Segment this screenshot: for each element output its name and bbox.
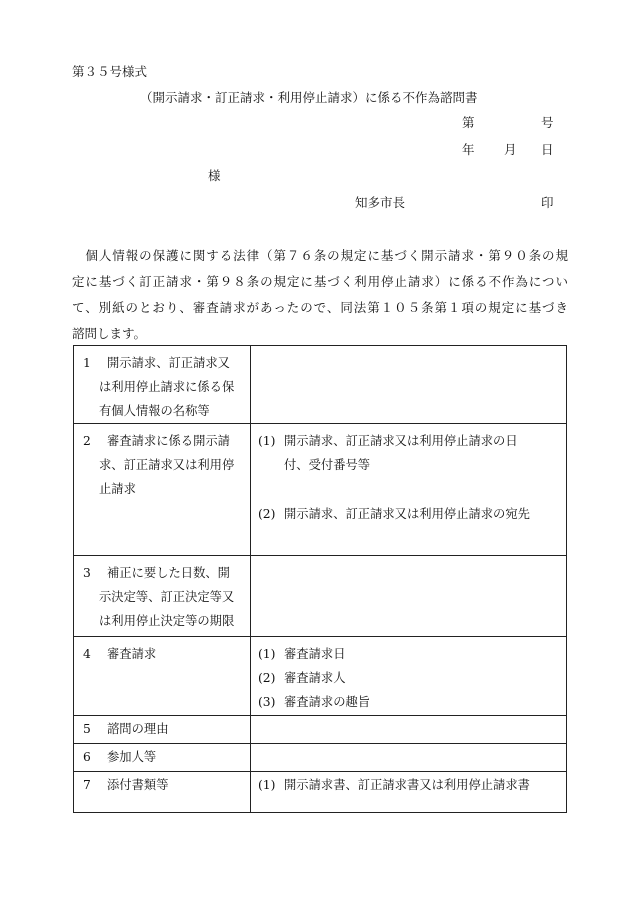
sender-name: 知多市長 — [355, 195, 406, 210]
row-label: 有個人情報の名称等 — [99, 404, 210, 418]
row-label: は利用停止請求に係る保 — [99, 380, 235, 394]
inquiry-details-table — [73, 345, 567, 813]
row-label-cell — [74, 346, 251, 424]
row-value-cell[interactable] — [251, 744, 567, 772]
row-label: 補正に要した日数、開 — [107, 566, 230, 580]
row-value-cell[interactable] — [251, 716, 567, 744]
body-line: 定に基づく訂正請求・第９８条の規定に基づく利用停止請求）に係る不作為につい — [72, 274, 568, 289]
body-paragraph — [72, 243, 568, 347]
row-value-cell[interactable] — [251, 556, 567, 637]
body-line: て、別紙のとおり、審査請求があったので、同法第１０５条第１項の規定に基づき — [72, 300, 568, 315]
table-row — [74, 424, 567, 556]
row-label: 参加人等 — [107, 750, 157, 764]
row-value-cell[interactable] — [251, 772, 567, 813]
document-title: （開示請求・訂正請求・利用停止請求）に係る不作為諮問書 — [140, 90, 478, 105]
table-row — [74, 346, 567, 424]
table-row — [74, 772, 567, 813]
row-label: 示決定等、訂正決定等又 — [99, 590, 235, 604]
row-label-cell — [74, 772, 251, 813]
row-label-cell — [74, 744, 251, 772]
table-row — [74, 556, 567, 637]
row-number: 1 — [83, 356, 91, 370]
table-row — [74, 716, 567, 744]
row-label: 審査請求に係る開示請 — [107, 434, 230, 448]
item-text: 開示請求書、訂正請求書又は利用停止請求書 — [284, 778, 530, 792]
date-day-label: 日 — [541, 142, 554, 157]
row-number: 2 — [83, 434, 91, 448]
doc-number-prefix: 第 — [462, 115, 475, 130]
item-number: (1) — [258, 647, 276, 661]
form-number: 第３５号様式 — [72, 64, 148, 79]
row-label-cell — [74, 716, 251, 744]
row-label-cell — [74, 424, 251, 556]
row-label: 求、訂正請求又は利用停 — [99, 458, 235, 472]
doc-number-suffix: 号 — [541, 115, 554, 130]
row-label: 諮問の理由 — [107, 722, 169, 736]
row-number: 5 — [83, 722, 91, 736]
date-year-label: 年 — [462, 142, 475, 157]
row-number: 6 — [83, 750, 91, 764]
row-label-cell — [74, 556, 251, 637]
item-number: (2) — [258, 671, 276, 685]
body-line: 諮問します。 — [72, 326, 147, 341]
row-value-cell[interactable] — [251, 424, 567, 556]
addressee-honorific: 様 — [208, 168, 221, 183]
row-label: 開示請求、訂正請求又 — [107, 356, 230, 370]
item-number: (3) — [258, 695, 276, 709]
table-row — [74, 637, 567, 716]
row-number: 3 — [83, 566, 91, 580]
row-label: は利用停止決定等の期限 — [99, 614, 235, 628]
row-label: 添付書類等 — [107, 778, 169, 792]
item-text: 審査請求の趣旨 — [284, 695, 371, 709]
item-text: 開示請求、訂正請求又は利用停止請求の日 — [284, 434, 518, 448]
row-number: 7 — [83, 778, 91, 792]
row-label: 審査請求 — [107, 647, 157, 661]
row-label: 止請求 — [99, 482, 136, 496]
item-number: (2) — [258, 507, 276, 521]
row-label-cell — [74, 637, 251, 716]
item-text: 審査請求人 — [284, 671, 346, 685]
date-month-label: 月 — [504, 142, 517, 157]
body-line: 個人情報の保護に関する法律（第７６条の規定に基づく開示請求・第９０条の規 — [72, 248, 568, 263]
item-number: (1) — [258, 778, 276, 792]
table-row — [74, 744, 567, 772]
seal-mark: 印 — [541, 195, 554, 210]
item-text: 開示請求、訂正請求又は利用停止請求の宛先 — [284, 507, 530, 521]
item-number: (1) — [258, 434, 276, 448]
row-value-cell[interactable] — [251, 637, 567, 716]
row-value-cell[interactable] — [251, 346, 567, 424]
item-text: 付、受付番号等 — [284, 458, 371, 472]
item-text: 審査請求日 — [284, 647, 346, 661]
row-number: 4 — [83, 647, 91, 661]
